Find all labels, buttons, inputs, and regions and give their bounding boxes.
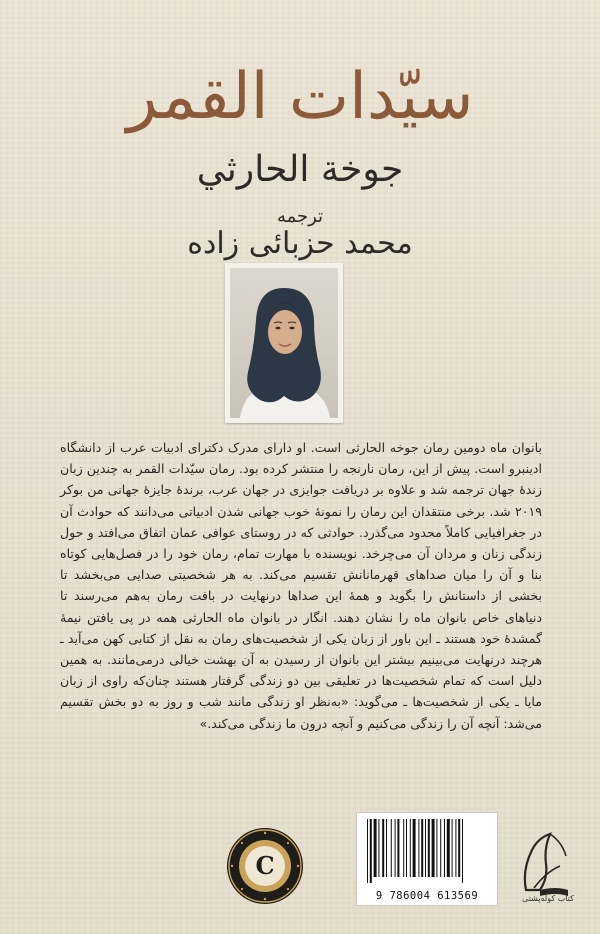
barcode-bars bbox=[357, 817, 497, 893]
barcode-bar bbox=[462, 819, 463, 883]
barcode-bar bbox=[440, 819, 441, 877]
book-title: سیّدات القمر bbox=[126, 60, 474, 134]
publisher-name: کتاب کوله‌پشتی bbox=[522, 894, 574, 903]
barcode-bar bbox=[391, 819, 392, 877]
barcode-bar bbox=[452, 819, 453, 877]
barcode-digits: 9 786004 613569 bbox=[375, 890, 479, 902]
author-photo bbox=[230, 268, 338, 418]
barcode-bar bbox=[367, 819, 368, 883]
barcode-bar bbox=[378, 819, 379, 877]
barcode-bar bbox=[447, 819, 450, 877]
blurb-paragraph: بانوان ماه دومین رمان جوخه الحارثی است. او دارای مدرک دکترای ادبیات عرب از دانشگاه ادینبرو است. پیش از این، رمان نارنجه را منتشر کرده بود. رمان سیّدات القمر به چندین زبان زندهٔ جهان ترجمه شد و علاوه بر دریافت جوایزی در جهان عرب، برندهٔ جایزهٔ جهانی من بوکر ۲۰۱۹ شد. برخی منتقدان این رمان را نمونهٔ خوب جهانی شدن ادبیاتی می‌دانند که حوادث آن در جغرافیایی کاملاً محدود می‌گذرد. حوادثی که در روستای عوافی عمان اتفاق می‌افتد و حول زندگی زنان و مردان آن می‌چرخد. نویسنده با مهارت تمام، رمان خود را در فصل‌هایی کوتاه بنا و آن را میان صداهای قهرمانانش تقسیم می‌کند. به هر شخصیتی صدایی می‌بخشد تا بخشی از داستانش را بگوید و همهٔ این صداها درنهایت در بافت رمان به‌هم می‌رسند تا دنیاهای خاص بانوان ماه را نشان دهند. انگار در بانوان ماه الحارثی همه در پی یافتن نیمهٔ گمشدهٔ خود هستند ـ این باور از زبان یکی از شخصیت‌های رمان به نقل از کتابی کهن می‌آید ـ هرچند درنهایت می‌بینیم بیشتر این بانوان از رسیدن به آن بهشت خیالی درمی‌مانند. به همین دلیل است که تمام شخصیت‌ها در تعلیقی بین دو زندگی گرفتار هستند چنان‌که راوی از زبان مایا ـ یکی از شخصیت‌ها ـ می‌گوید: «به‌نظر او زندگی مانند شب و روز به دو بخش تقسیم می‌شد: آنچه آن را زندگی می‌کنیم و آنچه درون ما زندگی می‌کند.» bbox=[60, 440, 542, 731]
isbn-barcode bbox=[356, 812, 498, 906]
barcode-bar bbox=[444, 819, 445, 877]
barcode-bar bbox=[455, 819, 456, 877]
author-photo-frame bbox=[225, 263, 343, 423]
barcode-bar bbox=[386, 819, 387, 877]
barcode-bar bbox=[395, 819, 396, 877]
barcode-bar bbox=[406, 819, 407, 877]
barcode-bar bbox=[370, 819, 372, 883]
barcode-bar bbox=[374, 819, 377, 877]
barcode-bar bbox=[428, 819, 430, 877]
barcode-bar bbox=[458, 819, 460, 877]
barcode-bar bbox=[413, 819, 416, 877]
barcode-bar bbox=[410, 819, 411, 877]
author-name: جوخة الحارثي bbox=[196, 149, 404, 190]
barcode-bar bbox=[432, 819, 435, 877]
barcode-bar bbox=[425, 819, 426, 877]
translation-label: ترجمه bbox=[276, 206, 324, 227]
barcode-bar bbox=[403, 819, 404, 877]
barcode-bar bbox=[418, 819, 419, 877]
translator-name: محمد حزبائی زاده bbox=[187, 226, 413, 261]
barcode-bar bbox=[397, 819, 399, 877]
barcode-bar bbox=[382, 819, 384, 877]
seal-letter: C bbox=[255, 851, 275, 880]
book-blurb bbox=[60, 437, 542, 734]
barcode-bar bbox=[421, 819, 423, 877]
barcode-bar bbox=[436, 819, 437, 877]
publisher-seal-logo bbox=[226, 827, 304, 905]
